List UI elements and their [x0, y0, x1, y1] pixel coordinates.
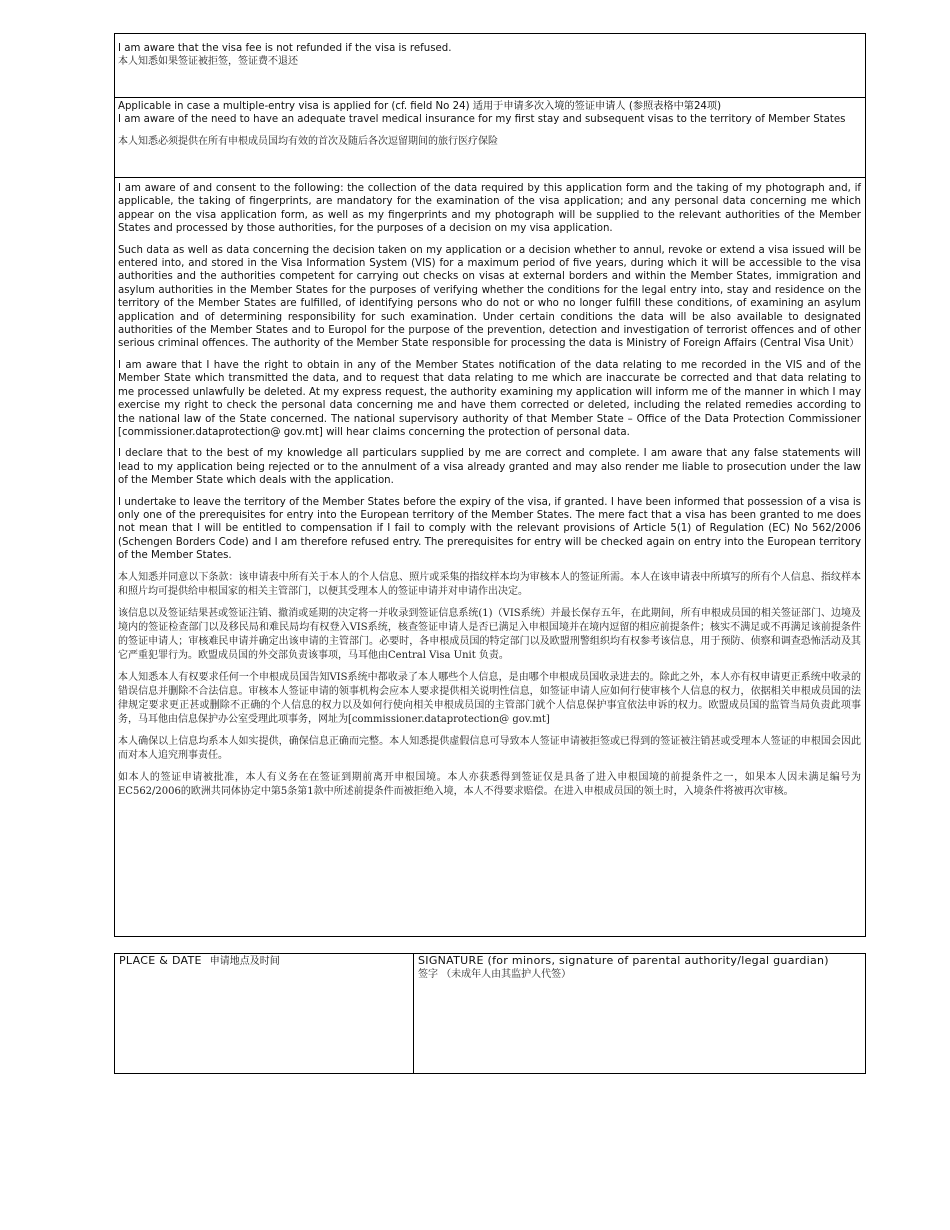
insurance-applicability-note: Applicable in case a multiple-entry visa is applied for (cf. field No 24) 适用于申请多次入境的签证申请人 (参照表格中第24项): [118, 101, 722, 112]
spacer: [118, 236, 861, 244]
place-date-field[interactable]: [115, 954, 414, 1073]
place-date-label-en: PLACE & DATE: [119, 954, 202, 967]
data-rights-paragraph-en: I am aware that I have the right to obtain in any of the Member States notification of the data relating to me recorded in the VIS and of the Member State which transmitted the data, and to request that data relating to me which are inaccurate be corrected and that data relating to me processed unlawfully be deleted. At my express request, the authority examining my application will inform me of the manner in which I may exercise my right to check the personal data concerning me and have them corrected or deleted, including the related remedies according to the national law of the State concerned. The national supervisory authority of that Member State – Office of the Data Protection Commissioner [commissioner.dataprotection@ gov.mt] will hear claims concerning the protection of personal data.: [118, 359, 861, 438]
signature-label-en: SIGNATURE (for minors, signature of parental authority/legal guardian): [418, 954, 829, 967]
insurance-statement-cn: 本人知悉必须提供在所有申根成员国均有效的首次及随后各次逗留期间的旅行医疗保险: [118, 135, 498, 147]
departure-undertaking-cn: 如本人的签证申请被批准，本人有义务在在签证到期前离开申根国境。本人亦获悉得到签证仅是具备了进入申根国境的前提条件之一，如果本人因未满足编号为EC562/2006的欧洲共同体协定中第5条第1款中所述前提条件而被拒绝入境，本人不得要求赔偿。在进入申根成员国的领土时，入境条件将被再次审核。: [118, 771, 861, 797]
spacer: [118, 663, 861, 671]
truthfulness-declaration-cn: 本人确保以上信息均系本人如实提供，确保信息正确而完整。本人知悉提供虚假信息可导致本人签证申请被拒签或已得到的签证被注销甚或受理本人签证的申根国会因此而对本人追究刑事责任。: [118, 735, 861, 761]
signature-table: [114, 953, 866, 1074]
truthfulness-declaration-en: I declare that to the best of my knowledge all particulars supplied by me are correct and complete. I am aware that any false statements will lead to my application being rejected or to the annulment of a visa already granted and may also render me liable to prosecution under the law of the Member State which deals with the application.: [118, 448, 861, 487]
data-consent-paragraph-cn: 本人知悉并同意以下条款：该申请表中所有关于本人的个人信息、照片或采集的指纹样本均为审核本人的签证所需。本人在该申请表中所填写的所有个人信息、指纹样本和照片均可提供给申根国家的相关主管部门，以便其受理本人的签证申请并对申请作出决定。: [118, 571, 861, 597]
vis-storage-paragraph-en: Such data as well as data concerning the decision taken on my application or a decision whether to annul, revoke or extend a visa issued will be entered into, and stored in the Visa Information System (VIS) for a maximum period of five years, during which it will be accessible to the visa authorities and the authorities competent for carrying out checks on visas at external borders and within the Member States, immigration and asylum authorities in the Member States for the purposes of verifying whether the conditions for the legal entry into, stay and residence on the territory of the Member States are fulfilled, of identifying persons who do not or who no longer fulfill these conditions, of examining an asylum application and of determining responsibility for such examination. Under certain conditions the data will be also available to designated authorities of the Member States and to Europol for the purpose of the prevention, detection and investigation of terrorist offences and of other serious criminal offences. The authority of the Member State responsible for processing the data is Ministry of Foreign Affairs (Central Visa Unit）: [118, 244, 861, 350]
departure-undertaking-en: I undertake to leave the territory of the Member States before the expiry of the visa, if granted. I have been informed that possession of a visa is only one of the prerequisites for entry into the European territory of the Member States. The mere fact that a visa has been granted to me does not mean that I will be entitled to compensation if I fail to comply with the relevant provisions of Article 5(1) of Regulation (EC) No 562/2006 (Schengen Borders Code) and I am therefore refused entry. The prerequisites for entry will be checked again on entry into the European territory of the Member States.: [118, 496, 861, 562]
spacer: [118, 763, 861, 771]
spacer: [118, 563, 861, 571]
vis-storage-paragraph-cn: 该信息以及签证结果甚或签证注销、撤消或延期的决定将一并收录到签证信息系统(1)（VIS系统）并最长保存五年，在此期间，所有申根成员国的相关签证部门、边境及境内的签证检查部门以及移民局和难民局均有权登入VIS系统，核查签证申请人是否已满足入申根国境并在境内逗留的相应前提条件；核实不满足或不再满足该前提条件的签证申请人；审核难民申请并确定出该申请的主管部门。必要时，各申根成员国的特定部门以及欧盟刑警组织均有权参考该信息，用于预防、侦察和调查恐怖活动及其它严重犯罪行为。欧盟成员国的外交部负责该事项，马耳他由Central Visa Unit 负责。: [118, 607, 861, 661]
declaration-box: [114, 177, 866, 937]
data-consent-paragraph-en: I am aware of and consent to the following: the collection of the data required by this application form and the taking of my photograph and, if applicable, the taking of fingerprints, are mandatory for the examination of the visa application; and any personal data concerning me which appear on the visa application form, as well as my fingerprints and my photograph will be supplied to the relevant authorities of the Member States and processed by those authorities, for the purposes of a decision on my visa application.: [118, 183, 861, 235]
spacer: [118, 127, 862, 135]
spacer: [118, 488, 861, 496]
spacer: [118, 727, 861, 735]
travel-insurance-box: [114, 97, 866, 178]
spacer: [118, 439, 861, 447]
insurance-statement-en: I am aware of the need to have an adequate travel medical insurance for my first stay and subsequent visas to the territory of Member States: [118, 114, 846, 126]
visa-fee-statement-en: I am aware that the visa fee is not refunded if the visa is refused.: [118, 43, 452, 54]
place-date-label: [119, 954, 409, 969]
place-date-label-cn: 申请地点及时间: [209, 956, 280, 967]
signature-label-cn: 签字 （未成年人由其监护人代签）: [418, 969, 572, 980]
visa-fee-box: [114, 33, 866, 98]
spacer: [118, 351, 861, 359]
spacer: [118, 599, 861, 607]
visa-fee-statement-cn: 本人知悉如果签证被拒签，签证费不退还: [118, 56, 298, 68]
data-rights-paragraph-cn: 本人知悉本人有权要求任何一个申根成员国告知VIS系统中都收录了本人哪些个人信息，是由哪个申根成员国收录进去的。除此之外，本人亦有权申请更正系统中收录的错误信息并删除不合法信息。审核本人签证申请的领事机构会应本人要求提供相关说明性信息，如签证申请人应如何行使审核个人信息的权力，依据相关申根成员国的法律规定要求更正甚或删除不正确的个人信息的权力以及如何行使向相关申根成员国的主管部门就个人信息保护事宜依法申诉的权力。欧盟成员国的监管当局负责此项事务，马耳他由信息保护办公室受理此项事务，网址为[commissioner.dataprotection@ gov.mt]: [118, 671, 861, 725]
signature-field[interactable]: [414, 954, 865, 1073]
